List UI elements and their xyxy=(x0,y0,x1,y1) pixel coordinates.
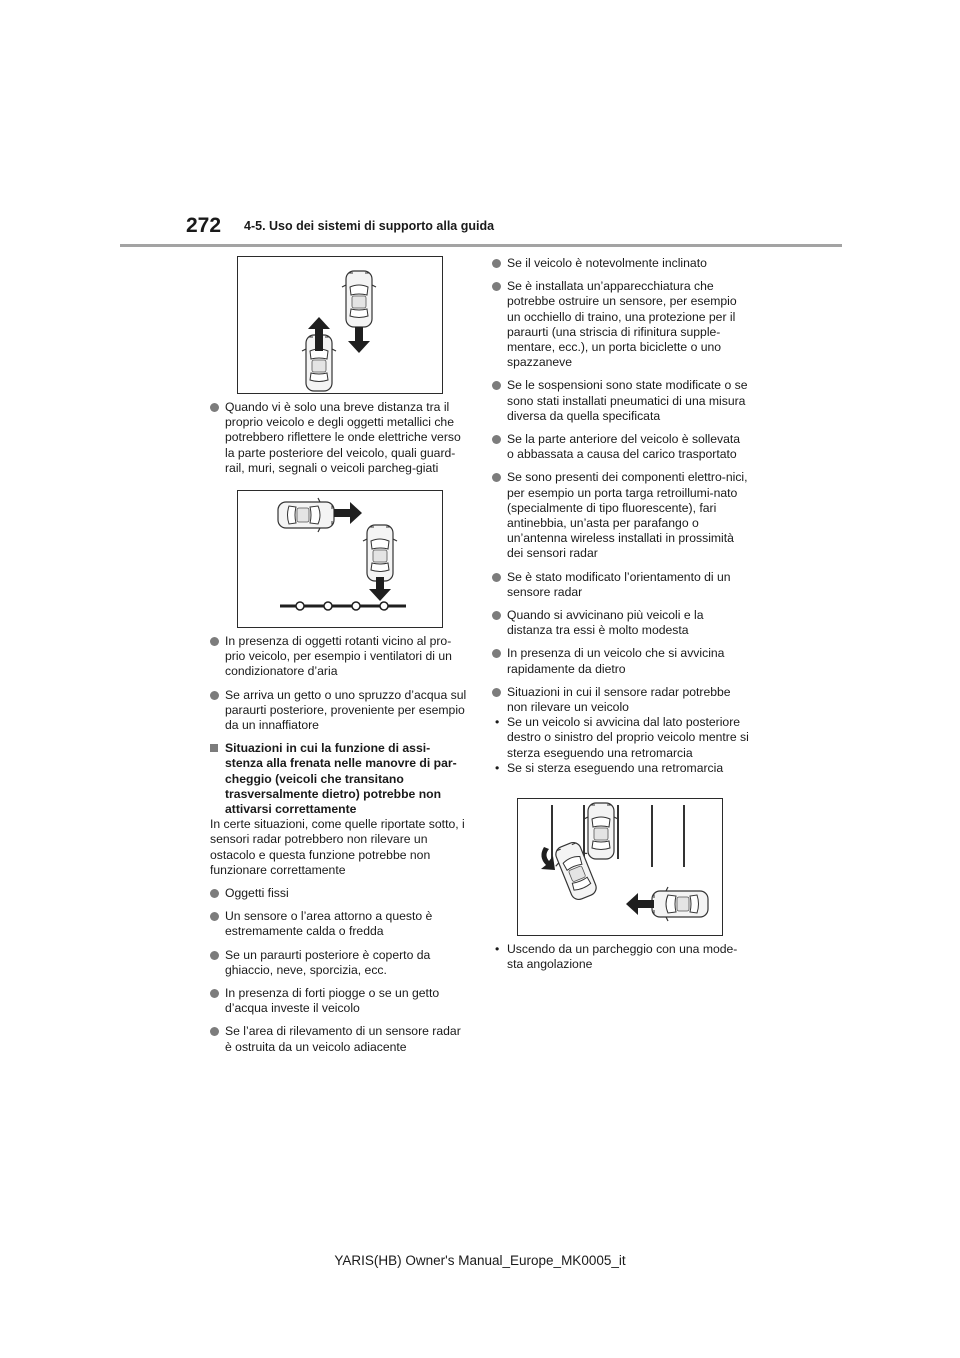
bullet-icon xyxy=(210,889,219,898)
square-bullet-icon xyxy=(210,744,218,752)
list-item: Se il veicolo è notevolmente inclinato xyxy=(492,256,750,271)
bullet-icon xyxy=(210,989,219,998)
bullet-icon xyxy=(210,403,219,412)
list-item: Se un paraurti posteriore è coperto da ghiaccio, neve, sporcizia, ecc. xyxy=(210,948,468,978)
bullet-icon xyxy=(492,688,501,697)
bullet-icon xyxy=(492,649,501,658)
footer-text: YARIS(HB) Owner's Manual_Europe_MK0005_it xyxy=(334,1253,626,1268)
right-column xyxy=(492,256,750,973)
bullet-icon xyxy=(210,691,219,700)
list-item: In presenza di oggetti rotanti vicino al pro-prio veicolo, per esempio i ventilatori di un condizionatore d’aria xyxy=(210,634,468,680)
page-number: 272 xyxy=(186,214,222,237)
list-item: Se la parte anteriore del veicolo è sollevata o abbassata a causa del carico trasportato xyxy=(492,432,750,462)
bullet-icon xyxy=(210,951,219,960)
guardrail-post xyxy=(296,602,304,610)
list-item: Un sensore o l’area attorno a questo è estremamente calda o fredda xyxy=(210,909,468,939)
bullet-icon xyxy=(492,573,501,582)
list-item: Oggetti fissi xyxy=(210,886,468,901)
figure-angled-parking-exit xyxy=(517,798,723,936)
sub-list-item: • Uscendo da un parcheggio con una mode-sta angolazione xyxy=(495,942,738,972)
bullet-icon xyxy=(492,473,501,482)
bullet-icon xyxy=(492,435,501,444)
intro-paragraph: In certe situazioni, come quelle riportate sotto, i sensori radar potrebbero non rilevare un ostacolo e questa funzione potrebbe non funzionare correttamente xyxy=(210,817,465,877)
car-top-view-icon xyxy=(652,887,708,921)
section-title: 4-5. Uso dei sistemi di supporto alla guida xyxy=(244,219,495,233)
header-rule xyxy=(120,244,842,247)
bullet-icon xyxy=(210,637,219,646)
list-item: Se è stato modificato l’orientamento di un sensore radar xyxy=(492,570,750,600)
figure-cross-traffic-guardrail xyxy=(237,490,443,628)
arrow-right-icon xyxy=(334,502,362,524)
left-column xyxy=(210,256,468,1063)
bullet-icon xyxy=(492,611,501,620)
list-item: Se sono presenti dei componenti elettro-nici, per esempio un porta targa retroillumi-nato (specialmente di tipo fluorescente), fari antinebbia, un’asta per parafango o un’antenna wireless installati in prossimità dei sensori radar xyxy=(492,470,750,561)
list-item: Se l’area di rilevamento di un sensore radar è ostruita da un veicolo adiacente xyxy=(210,1024,468,1054)
guardrail-post xyxy=(380,602,388,610)
sub-list-item: • Se un veicolo si avvicina dal lato posteriore destro o sinistro del proprio veicolo mentre si sterza eseguendo una retromarcia xyxy=(495,715,749,760)
guardrail-post xyxy=(352,602,360,610)
arrow-left-icon xyxy=(626,893,654,915)
list-item: Quando vi è solo una breve distanza tra il proprio veicolo e degli oggetti metallici che potrebbero riflettere le onde elettriche verso la parte posteriore del veicolo, quali guard-rail, muri, segnali o veicoli parcheg-giati xyxy=(210,400,468,476)
guardrail-post xyxy=(324,602,332,610)
list-item: In presenza di forti piogge o se un getto d’acqua investe il veicolo xyxy=(210,986,468,1016)
bullet-icon xyxy=(210,912,219,921)
car-top-view-icon xyxy=(278,498,334,532)
section-heading: Situazioni in cui la funzione di assi-stenza alla frenata nelle manovre di par-cheggio (veicoli che transitano trasversalmente dietro) potrebbe non attivarsi correttamente xyxy=(210,741,468,817)
car-top-view-icon xyxy=(584,803,618,859)
list-item: Se arriva un getto o uno spruzzo d’acqua sul paraurti posteriore, proveniente per esempio da un innaffiatore xyxy=(210,688,468,734)
list-item: Quando si avvicinano più veicoli e la distanza tra essi è molto modesta xyxy=(492,608,750,638)
car-top-view-icon xyxy=(342,271,376,327)
arrow-down-icon xyxy=(348,327,370,353)
list-item: Situazioni in cui il sensore radar potrebbe non rilevare un veicolo xyxy=(492,685,750,715)
list-item: Se le sospensioni sono state modificate o se sono stati installati pneumatici di una misura diversa da quella specificata xyxy=(492,378,750,424)
bullet-icon xyxy=(210,1027,219,1036)
bullet-icon xyxy=(492,259,501,268)
sub-list-item: • Se si sterza eseguendo una retromarcia xyxy=(495,760,724,775)
car-top-view-icon xyxy=(363,525,397,581)
list-item: Se è installata un’apparecchiatura che potrebbe ostruire un sensore, per esempio un occhiello di traino, una protezione per il paraurti (una striscia di rifinitura supple-mentare, ecc.), un porta biciclette o uno spazzaneve xyxy=(492,279,750,370)
bullet-icon xyxy=(492,381,501,390)
bullet-icon xyxy=(492,282,501,291)
figure-reverse-toward-car xyxy=(237,256,443,394)
list-item: In presenza di un veicolo che si avvicina rapidamente da dietro xyxy=(492,646,750,676)
